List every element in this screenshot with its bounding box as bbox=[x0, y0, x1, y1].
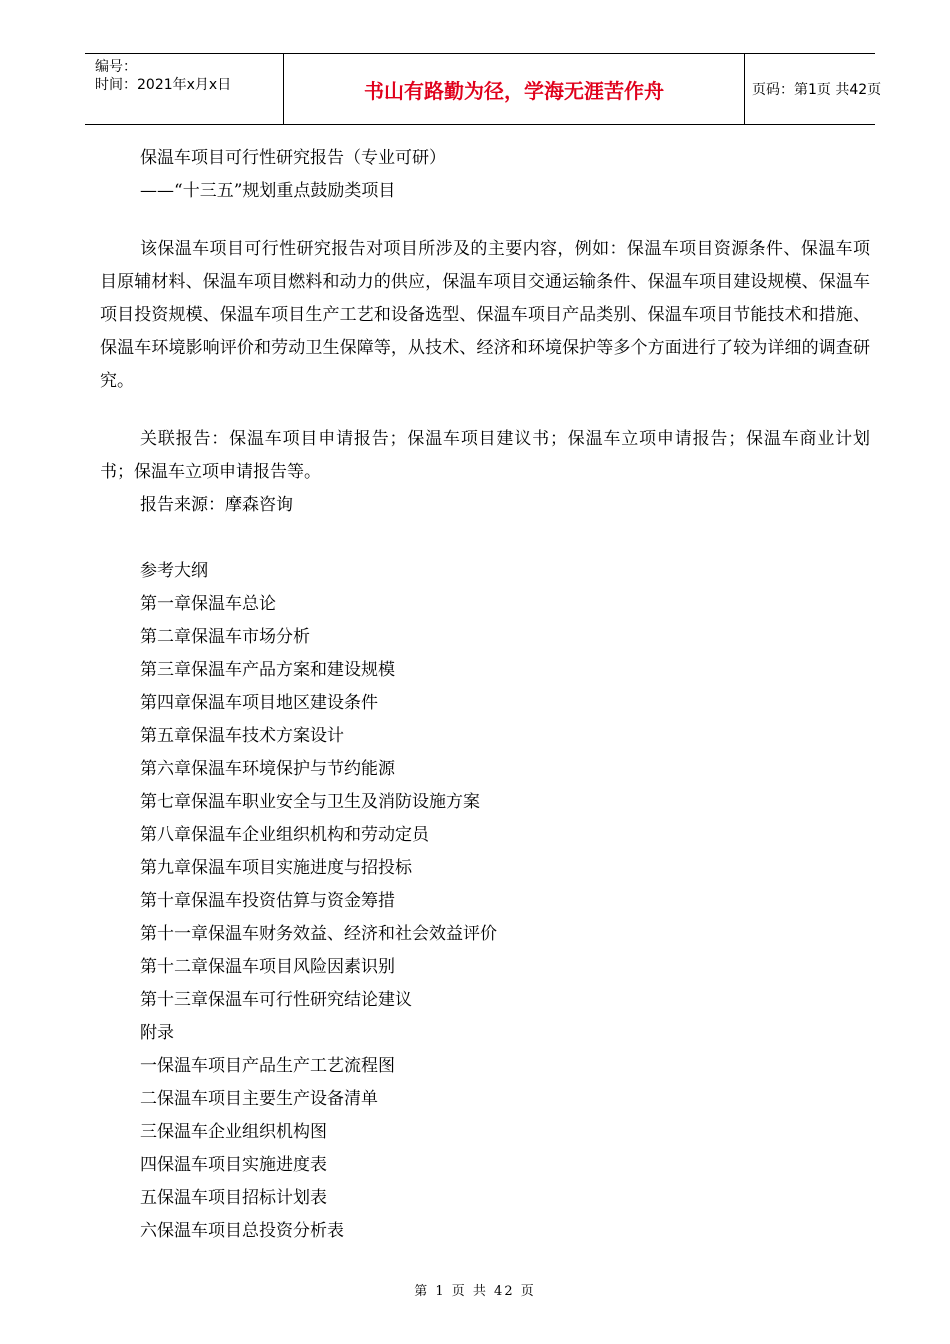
outline-chapter: 第四章保温车项目地区建设条件 bbox=[140, 693, 378, 713]
page-footer: 第 1 页 共 42 页 bbox=[414, 1284, 536, 1299]
outline-chapter: 第一章保温车总论 bbox=[140, 594, 276, 614]
header-motto-cell bbox=[283, 54, 745, 124]
outline-chapter-list bbox=[100, 588, 870, 1017]
header-motto: 书山有路勤为径，学海无涯苦作舟 bbox=[364, 78, 664, 103]
outline-chapter: 第二章保温车市场分析 bbox=[140, 627, 310, 647]
document-time-label: 时间：2021年x月x日 bbox=[95, 77, 232, 93]
report-source: 报告来源：摩森咨询 bbox=[140, 495, 293, 515]
spacer bbox=[100, 522, 870, 555]
document-header bbox=[85, 53, 882, 125]
appendix-item: 四保温车项目实施进度表 bbox=[140, 1155, 327, 1175]
appendix-heading: 附录 bbox=[140, 1023, 174, 1043]
outline-chapter: 第七章保温车职业安全与卫生及消防设施方案 bbox=[140, 792, 480, 812]
outline-chapter: 第六章保温车环境保护与节约能源 bbox=[140, 759, 395, 779]
appendix-item: 六保温车项目总投资分析表 bbox=[140, 1221, 344, 1241]
document-body bbox=[100, 142, 870, 1248]
appendix-item: 三保温车企业组织机构图 bbox=[140, 1122, 327, 1142]
spacer bbox=[100, 398, 870, 423]
appendix-list bbox=[100, 1050, 870, 1248]
header-page-cell bbox=[744, 54, 882, 124]
appendix-item: 五保温车项目招标计划表 bbox=[140, 1188, 327, 1208]
appendix-item: 一保温车项目产品生产工艺流程图 bbox=[140, 1056, 395, 1076]
header-meta bbox=[85, 54, 283, 124]
report-subtitle: ——“十三五”规划重点鼓励类项目 bbox=[140, 181, 396, 201]
header-page-info: 页码：第1页 共42页 bbox=[752, 82, 882, 98]
outline-chapter: 第三章保温车产品方案和建设规模 bbox=[140, 660, 395, 680]
spacer bbox=[100, 208, 870, 233]
report-title: 保温车项目可行性研究报告（专业可研） bbox=[140, 148, 446, 168]
outline-chapter: 第八章保温车企业组织机构和劳动定员 bbox=[140, 825, 429, 845]
intro-paragraph: 该保温车项目可行性研究报告对项目所涉及的主要内容，例如：保温车项目资源条件、保温车项目原辅材料、保温车项目燃料和动力的供应，保温车项目交通运输条件、保温车项目建设规模、保温车项目投资规模、保温车项目生产工艺和设备选型、保温车项目产品类别、保温车项目节能技术和措施、保温车环境影响评价和劳动卫生保障等，从技术、经济和环境保护等多个方面进行了较为详细的调查研究。 bbox=[100, 239, 870, 391]
outline-chapter: 第十一章保温车财务效益、经济和社会效益评价 bbox=[140, 924, 497, 944]
outline-chapter: 第九章保温车项目实施进度与招投标 bbox=[140, 858, 412, 878]
related-reports-paragraph: 关联报告：保温车项目申请报告；保温车项目建议书；保温车立项申请报告；保温车商业计划书；保温车立项申请报告等。 bbox=[100, 429, 870, 482]
outline-chapter: 第五章保温车技术方案设计 bbox=[140, 726, 344, 746]
appendix-item: 二保温车项目主要生产设备清单 bbox=[140, 1089, 378, 1109]
document-number-label: 编号： bbox=[95, 59, 137, 75]
outline-chapter: 第十三章保温车可行性研究结论建议 bbox=[140, 990, 412, 1010]
outline-chapter: 第十章保温车投资估算与资金筹措 bbox=[140, 891, 395, 911]
outline-heading: 参考大纲 bbox=[140, 561, 208, 581]
outline-chapter: 第十二章保温车项目风险因素识别 bbox=[140, 957, 395, 977]
